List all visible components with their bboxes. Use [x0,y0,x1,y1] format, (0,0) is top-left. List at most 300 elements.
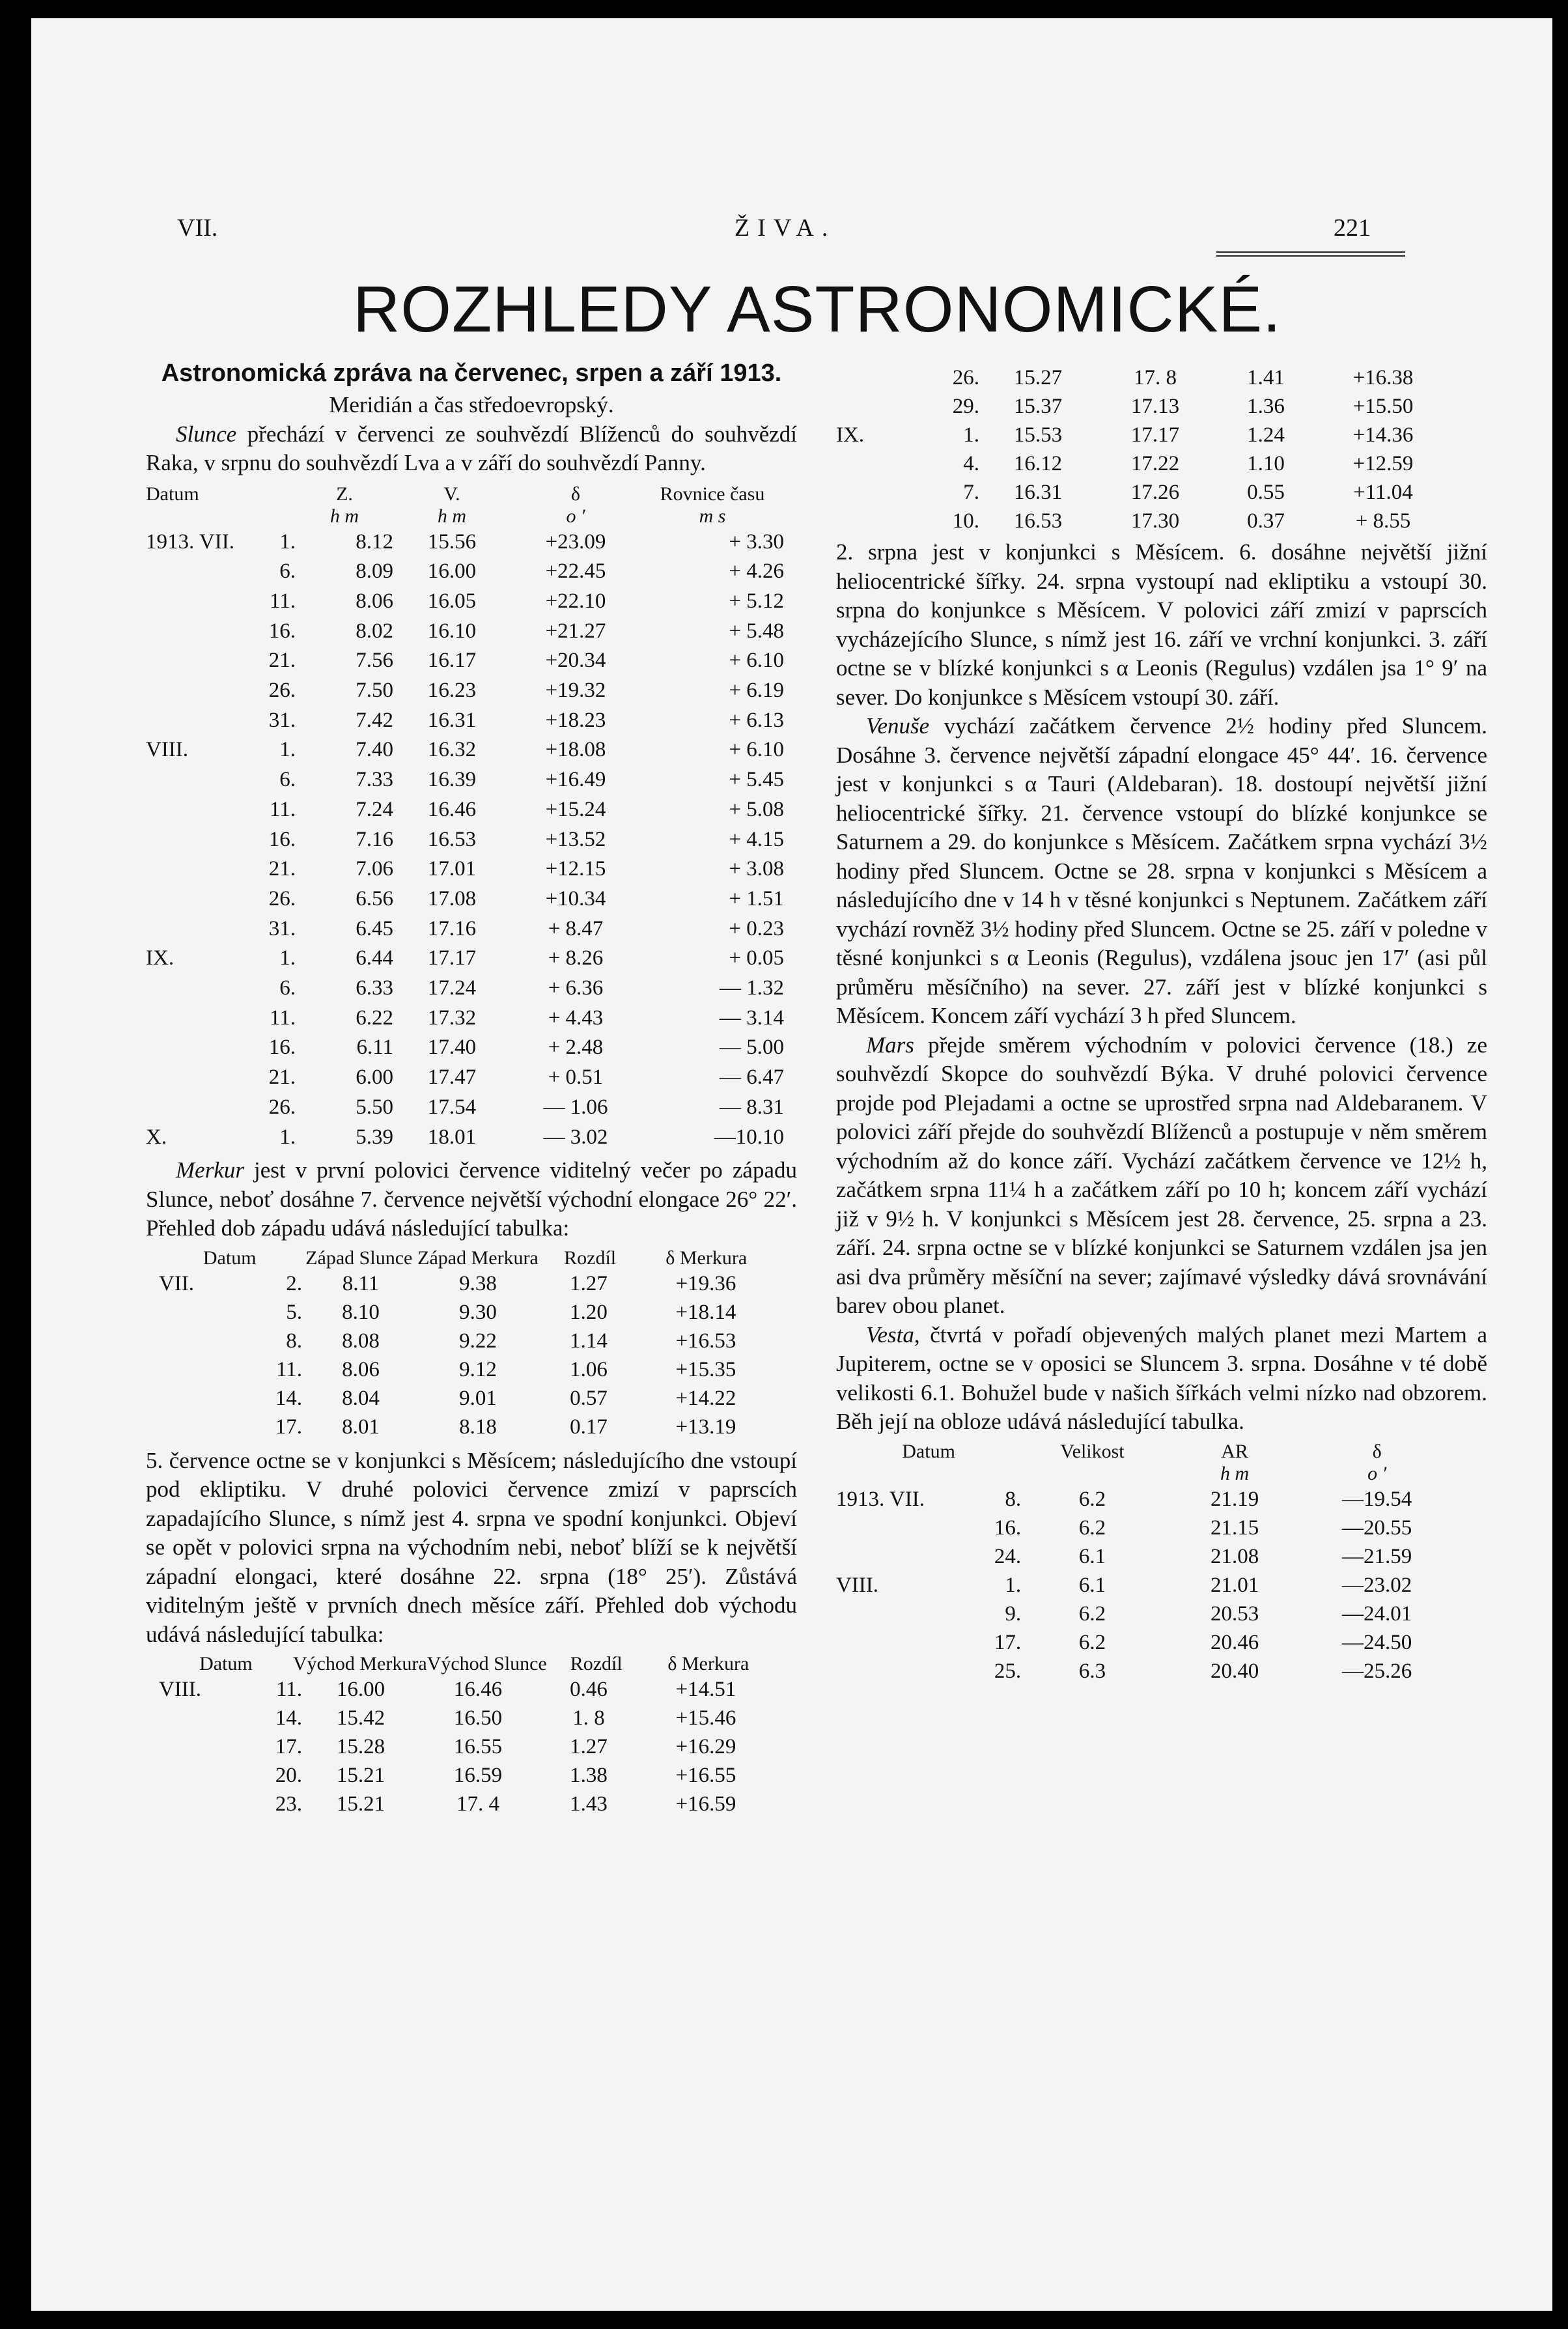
merkur-east-cell: 20. [275,1764,302,1788]
sun-table-row [146,646,784,676]
vesta-row [836,1600,1448,1628]
merkur-east-table-cont [836,363,1448,535]
sun-table-cell: 8.12 [356,529,393,554]
mw-col-4: δ Merkura [665,1247,748,1269]
merkur-east-cont-cell: 15.37 [1013,395,1063,418]
vesta-table [836,1485,1448,1686]
vesta-cell: —25.26 [1342,1659,1412,1683]
merkur-west-cell: 8.10 [342,1300,380,1324]
merkur-west-cell: +14.22 [675,1386,736,1410]
sun-table-cell [146,974,257,1004]
sun-unit-z: h m [329,505,359,527]
vesta-unit-delta: o ′ [1367,1462,1387,1484]
vesta-row [836,1628,1448,1657]
sun-table-cell: 6. [279,559,296,584]
merkur-east-cont-cell: 1.41 [1247,366,1285,389]
vesta-cell: 8. [1005,1487,1022,1511]
sun-table-cell: +16.49 [545,768,606,792]
merkur-east-cont-cell: 17. 8 [1134,366,1177,389]
me-col-1: Východ Merkura [292,1653,427,1675]
vesta-cell: —24.50 [1342,1630,1412,1654]
sun-table-cell: + 4.43 [548,1006,604,1030]
merkur-west-cell: +13.19 [675,1415,736,1439]
sun-table-cell: 6.45 [356,916,393,940]
merkur-east-cont-cell: 0.37 [1247,509,1285,533]
merkur-east-cell: 1. 8 [572,1706,605,1730]
sun-table-cell: + 0.51 [548,1066,604,1090]
merkur-west-cell: 1.20 [570,1300,608,1324]
vesta-cell: 6.2 [1078,1630,1106,1654]
meridian-note: Meridián a čas středoevropský. [329,392,614,417]
sun-table-cell: 1. [279,1125,296,1149]
sun-name: Slunce [176,421,237,447]
vesta-cell: —24.01 [1342,1602,1412,1626]
vesta-text: , čtvrtá v pořadí objevených malých planet mezi Martem a Jupiterem, octne se v oposici se Sluncem 3. srpna. Dosáhne v té době velikosti 6.1. Bohužel bude v našich šířkách velmi nízko nad obzorem. Běh její na obloze udává následující tabulka. [836,1321,1487,1434]
sun-table-cell [146,646,257,676]
sun-table-cell: + 5.08 [729,797,784,821]
merkur-west-cell: 9.30 [459,1300,497,1324]
merkur-east-cont-cell: + 8.55 [1355,509,1411,533]
vesta-table-header [836,1441,1448,1485]
sun-table-cell: — 3.02 [543,1125,608,1149]
merkur-west-cell: 5. [286,1300,302,1324]
sun-table-cell [146,587,257,617]
merkur-east-cell: 1.43 [570,1792,608,1816]
merkur-west-row [159,1384,771,1413]
merkur-east-cont-cell: +11.04 [1353,481,1413,504]
vesta-cell: —19.54 [1342,1487,1412,1511]
sun-table-cell: — 5.00 [720,1036,784,1060]
sun-table-cell: 21. [268,1066,296,1090]
merkur-west-cell [159,1413,250,1441]
vesta-cell: 17. [994,1630,1022,1654]
merkur-east-cell [159,1732,250,1761]
merkur-west-cell: 8.04 [342,1386,380,1410]
vesta-cell: 6.1 [1078,1544,1106,1568]
sun-table-cell: 17.08 [427,886,477,910]
vesta-col-vel: Velikost [1060,1440,1125,1462]
merkur-west-cell: 17. [275,1415,302,1439]
sun-table-row [146,557,784,587]
merkur-east-cell: 15.42 [336,1706,385,1730]
header-journal: ŽIVA. [735,214,836,242]
sun-table-cell: +10.34 [545,886,606,910]
sun-table-cell: 11. [269,589,296,613]
header-rule [1216,251,1405,253]
scanned-page [31,18,1552,2311]
sun-table-cell: + 6.19 [729,679,784,703]
merkur-west-cell: 9.22 [459,1329,497,1353]
vesta-cell: 20.40 [1210,1659,1259,1683]
merkur-east-cont-cell [836,507,927,535]
sun-table-cell: 7.42 [356,708,393,732]
merkur-east-cell: 1.27 [570,1735,608,1759]
merkur-east-row [159,1704,771,1732]
sun-table-cell: 17.54 [427,1095,477,1119]
merkur-west-cell: +19.36 [675,1271,736,1295]
sun-table-cell: 8.06 [356,589,393,613]
merkur-east-cont-cell: 15.27 [1013,366,1063,389]
sun-table-cell: + 4.26 [729,559,784,584]
merkur-east-cont-cell: 17.13 [1130,395,1180,418]
sun-table-cell: 18.01 [427,1125,477,1149]
sun-table-row [146,1033,784,1063]
sun-table-cell: +13.52 [545,827,606,851]
header-volume: VII. [177,214,218,242]
sun-intro-text: přechází v červenci ze souhvězdí Blíženců do souhvězdí Raka, v srpnu do souhvězdí Lva a v září do souhvězdí Panny. [146,421,797,475]
merkur-west-cell: 8.18 [459,1415,497,1439]
sun-table-cell [146,825,257,855]
sun-table-cell: 1. [279,529,296,554]
merkur-east-cont-cell: 10. [952,509,979,533]
sun-table-cell: 16.32 [427,738,477,762]
sun-table-cell: + 2.48 [548,1036,604,1060]
sun-table-cell [146,795,257,825]
header-page-number: 221 [1334,214,1371,242]
sun-table-cell [146,765,257,795]
merkur-east-cont-row [836,478,1448,507]
sun-table-cell: 17.17 [427,946,477,970]
sun-table-cell: 7.40 [356,738,393,762]
merkur-east-cell: 15.21 [336,1764,385,1788]
sun-table-header [146,483,784,528]
merkur-east-table [159,1675,771,1818]
vesta-cell [836,1542,979,1571]
me-col-4: δ Merkura [667,1653,749,1675]
sun-table-cell: + 5.12 [729,589,784,613]
sun-table-cell: + 0.23 [729,916,784,940]
sun-table-cell: 16.00 [427,559,477,584]
sun-table-cell: 17.32 [427,1006,477,1030]
merkur-east-cont-row [836,392,1448,421]
vesta-cell: 6.2 [1078,1516,1106,1540]
sun-table-cell: + 5.45 [729,768,784,792]
mw-col-2: Západ Merkura [417,1247,539,1269]
merkur-east-cont-row [836,449,1448,478]
sun-col-delta: δ [570,483,581,505]
sun-table-cell: +22.45 [545,559,606,584]
merkur-west-cell: 0.57 [570,1386,608,1410]
merkur-east-row [159,1790,771,1818]
merkur-east-cell: 16.55 [453,1735,503,1759]
sun-table-cell: 16.05 [427,589,477,613]
vesta-row [836,1571,1448,1600]
mars-name: Mars [866,1032,914,1058]
sun-table-cell [146,706,257,736]
sun-table-cell: — 3.14 [720,1006,784,1030]
sun-table-row [146,914,784,944]
merkur-west-cell: +16.53 [675,1329,736,1353]
sun-table-cell: 16.31 [427,708,477,732]
merkur-east-cell: +16.29 [675,1735,736,1759]
sun-table-cell: 6.11 [356,1036,393,1060]
vesta-cell: —23.02 [1342,1573,1412,1597]
merkur-east-cell: 17. [275,1735,302,1759]
vesta-col-delta: δ [1372,1440,1382,1462]
sun-table-cell [146,854,257,884]
merkur-west-cell: 14. [275,1386,302,1410]
sun-col-v: V. [443,483,460,505]
sun-table-row [146,944,784,974]
sun-table-cell: 5.39 [356,1125,393,1149]
merkur-west-cell: 1.14 [570,1329,608,1353]
sun-table-row [146,795,784,825]
vesta-row [836,1514,1448,1542]
merkur-east-cont-row [836,421,1448,449]
sun-unit-equation: m s [699,505,726,527]
merkur-west-header [159,1247,771,1269]
sun-table-cell: +20.34 [545,649,606,673]
sun-table-cell: 17.01 [427,857,477,881]
merkur-east-cont-cell: 1.36 [1247,395,1285,418]
mars-text: přejde směrem východním v polovici července (18.) ze souhvězdí Skopce do souhvězdí Býka. V druhé polovici července projde pod Plejadami a octne se uprostřed srpna nad Aldebaranem. V polovici září přejde do souhvězdí Blíženců a postupuje v něm směrem východním až do konce září. Vychází začátkem července ve 12½ h, začátkem srpna 11¼ h a začátkem září po 10 h; koncem září vychází již v 9½ h. V konjunkci s Měsícem jest 28. července, 25. srpna a 23. září. 24. srpna octne se v blízké konjunkci se Saturnem vzdálen jsa jen asi dva průměry měsíční na sever; zajímavé výsledky dává srovnávání barev obou planet. [836,1032,1488,1318]
sun-table-cell: + 1.51 [729,886,784,910]
vesta-cell: 9. [1005,1602,1022,1626]
sun-table-cell: 6.00 [356,1066,393,1090]
merkur-east-cell: +16.55 [675,1764,736,1788]
sun-table-cell: 21. [268,857,296,881]
sun-table-cell [146,676,257,706]
mw-col-0: Datum [203,1247,257,1269]
sun-unit-delta: o ′ [566,505,585,527]
vesta-cell: 21.08 [1210,1544,1259,1568]
merkur-east-cont-cell: 1.10 [1247,452,1285,475]
merkur-east-cell: 17. 4 [456,1792,499,1816]
merkur-east-cont-cell: 0.55 [1247,481,1285,504]
merkur-text-3: 2. srpna jest v konjunkci s Měsícem. 6. dosáhne největší jižní heliocentrické šířky. 24. srpna vystoupí nad ekliptiku a vstoupí 30. srpna do konjunkce s Měsícem. V polovici září zmizí v paprscích vycházejícího Slunce, s nímž jest 16. září ve vrchní konjunkci. 3. září octne se v blízké konjunkci s α Leonis (Regulus) vzdálen jsa 1° 9′ na sever. Do konjunkce s Měsícem vstoupí 30. září. [836,539,1487,710]
sun-table-cell: + 8.47 [548,916,604,940]
sun-table-cell: 6.56 [356,886,393,910]
sun-table-cell: 15.56 [427,529,477,554]
left-column [146,358,797,1818]
merkur-west-row [159,1298,771,1327]
merkur-east-cont-cell [836,478,927,507]
merkur-west-cell [159,1355,250,1384]
venuse-name: Venuše [866,713,930,739]
sun-table-row [146,1123,784,1153]
merkur-east-cell: 15.21 [336,1792,385,1816]
venuse-paragraph [836,712,1487,1031]
sun-table-row [146,706,784,736]
sun-unit-v: h m [437,505,467,527]
merkur-west-cell: 9.38 [459,1271,497,1295]
sun-table-row [146,1093,784,1123]
sun-table-row [146,884,784,914]
header-rule-2 [1216,255,1405,257]
merkur-east-row [159,1732,771,1761]
merkur-name: Merkur [176,1157,244,1183]
sun-table-cell: +22.10 [545,589,606,613]
merkur-east-cell: +14.51 [675,1678,736,1702]
merkur-east-cell [159,1761,250,1790]
merkur-west-cell: 8.11 [342,1271,380,1295]
sun-col-equation: Rovnice času [660,483,765,505]
merkur-intro-text: jest v první polovici července viditelný večer po západu Slunce, neboť dosáhne 7. července největší východní elongace 26° 22′. Přehled dob západu udává následující tabulka: [146,1157,797,1241]
vesta-cell [836,1514,979,1542]
me-col-0: Datum [199,1653,253,1675]
sun-table-cell: 16. [268,827,296,851]
merkur-east-cont-cell: 1. [963,423,979,447]
sun-table-cell: 17.47 [427,1066,477,1090]
merkur-east-cont-cell: 4. [963,452,979,475]
sun-table-cell: 16.46 [427,797,477,821]
merkur-east-cell: 0.46 [570,1678,608,1702]
merkur-west-cell: 8.08 [342,1329,380,1353]
merkur-east-cont-cell: +16.38 [1352,366,1414,389]
sun-table-cell: 16.23 [427,679,477,703]
me-col-2: Východ Slunce [427,1653,547,1675]
merkur-east-cell: 1.38 [570,1764,608,1788]
sun-table-cell: + 6.10 [729,649,784,673]
sun-table-cell: 7.16 [356,827,393,851]
merkur-east-cont-cell: 17.17 [1130,423,1180,447]
sun-table-cell: 17.16 [427,916,477,940]
sun-table-cell: +18.23 [545,708,606,732]
merkur-west-cell: 8.06 [342,1357,380,1381]
merkur-west-cell [159,1384,250,1413]
sun-table-cell: 16.10 [427,619,477,643]
merkur-east-cell [159,1704,250,1732]
me-col-3: Rozdíl [570,1653,623,1675]
vesta-cell: 20.53 [1210,1602,1259,1626]
merkur-west-row [159,1355,771,1384]
vesta-cell: 6.3 [1078,1659,1106,1683]
merkur-east-cont-cell: IX. [836,423,865,447]
merkur-east-row [159,1761,771,1790]
sun-table-cell: 6.44 [356,946,393,970]
sun-table-cell: 17.24 [427,976,477,1000]
sun-table-cell: 21. [268,649,296,673]
merkur-east-cell: +16.59 [675,1792,736,1816]
sun-table-cell: —10.10 [714,1125,784,1149]
merkur-east-cell: 16.59 [453,1764,503,1788]
merkur-east-cont-cell [836,363,927,392]
vesta-cell [836,1628,979,1657]
sun-table-cell [146,1033,257,1063]
merkur-text-2: 5. července octne se v konjunkci s Měsícem; následujícího dne vstoupí pod ekliptiku. V druhé polovici července zmizí v paprscích zapadajícího Slunce, s nímž jest 4. srpna ve spodní konjunkci. Objeví se opět v polovici srpna na východním nebi, neboť blíží se k největší západní elongaci, které dosáhne 22. srpna (18° 25′). Zůstává viditelným ještě v prvních dnech měsíce září. Přehled dob východu udává následující tabulka: [146,1447,797,1647]
sun-table-row [146,854,784,884]
vesta-cell: 1913. VII. [836,1487,925,1511]
merkur-east-cont-cell: +12.59 [1352,452,1414,475]
merkur-east-cont-row [836,507,1448,535]
sun-table-row [146,974,784,1004]
sun-table-cell [146,617,257,647]
sun-table-row [146,1004,784,1034]
sun-table-cell: 16.17 [427,649,477,673]
sun-table-cell: + 3.08 [729,857,784,881]
sun-table-cell: 6.22 [356,1006,393,1030]
sun-table-row [146,528,784,558]
sun-table-cell: 31. [268,916,296,940]
vesta-col-datum: Datum [902,1440,955,1462]
merkur-east-cell: +15.46 [675,1706,736,1730]
merkur-east-cont-row [836,363,1448,392]
vesta-cell: 21.01 [1210,1573,1259,1597]
sun-table-cell: IX. [146,946,175,970]
merkur-east-cell: 16.50 [453,1706,503,1730]
vesta-col-ar: AR [1221,1440,1248,1462]
vesta-cell: —21.59 [1342,1544,1412,1568]
merkur-east-cont-cell: 16.53 [1013,509,1063,533]
sun-table-cell [146,914,257,944]
merkur-east-cont-cell: 17.22 [1130,452,1180,475]
venuse-text: vychází začátkem července 2½ hodiny před Sluncem. Dosáhne 3. července největší západní elongace 45° 44′. 16. července jest v konjunkci s α Tauri (Aldebaran). 18. dostoupí největší jižní heliocentrické šířky. 21. července vstoupí do blízké konjunkce se Saturnem a 29. do konjunkce s Měsícem. Začátkem srpna vychází 3½ hodiny před Sluncem. Octne se 28. srpna v konjunkci s Měsícem a následujícího dne v 14 h v těsné konjunkci s Neptunem. Začátkem září vychází rovněž 3½ hodiny před Sluncem. Octne se 25. září v poledne v těsné konjunkci s α Leonis (Regulus), vzdálena jsouc jen 17′ (asi půl průměru měsíčního) na sever. 27. září jest v blízké konjunkci s Měsícem. Koncem září vychází 3 h před Sluncem. [836,713,1487,1028]
sun-table-cell: + 0.05 [729,946,784,970]
mars-paragraph [836,1031,1487,1321]
merkur-west-row [159,1327,771,1355]
sun-table-cell: 26. [268,1095,296,1119]
merkur-east-cell: 16.46 [453,1678,503,1702]
merkur-west-cell: +15.35 [675,1357,736,1381]
vesta-cell: 21.15 [1210,1516,1259,1540]
sun-table-row [146,1063,784,1093]
sun-table-cell [146,557,257,587]
sun-table-cell: 11. [269,1006,296,1030]
mw-col-3: Rozdíl [564,1247,617,1269]
merkur-west-cell: 0.17 [570,1415,608,1439]
sun-table-cell: 11. [269,797,296,821]
merkur-east-cont-cell: +14.36 [1352,423,1414,447]
sun-table-cell: 5.50 [356,1095,393,1119]
sun-table-cell: 8.09 [356,559,393,584]
sun-table-cell: +15.24 [545,797,606,821]
vesta-cell: 6.2 [1078,1602,1106,1626]
sun-table-cell: + 6.13 [729,708,784,732]
vesta-row [836,1657,1448,1686]
merkur-west-cell: 9.01 [459,1386,497,1410]
merkur-west-cell: VII. [159,1271,195,1295]
merkur-west-cell: 1.06 [570,1357,608,1381]
merkur-east-cont-cell: 17.26 [1130,481,1180,504]
sun-table-cell: — 1.32 [720,976,784,1000]
sun-table-cell: + 3.30 [729,529,784,554]
sun-table-cell: X. [146,1125,167,1149]
sun-table-cell: 7.56 [356,649,393,673]
vesta-cell [836,1657,979,1686]
sun-table-cell: 7.50 [356,679,393,703]
sun-table-cell: 16. [268,1036,296,1060]
merkur-east-cell: 16.00 [336,1678,385,1702]
merkur-west-row [159,1269,771,1298]
vesta-cell: 21.19 [1210,1487,1259,1511]
vesta-paragraph [836,1321,1487,1437]
merkur-east-cont-cell: 7. [963,481,979,504]
merkur-east-cont-cell: 1.24 [1247,423,1285,447]
merkur-east-cell: 14. [275,1706,302,1730]
sun-table-cell: 7.24 [356,797,393,821]
right-column [836,363,1487,1686]
merkur-east-cont-cell [836,392,927,421]
merkur-west-cell: 9.12 [459,1357,497,1381]
merkur-west-cell: 1.27 [570,1271,608,1295]
sun-table-cell: 26. [268,679,296,703]
page-title: ROZHLEDY ASTRONOMICKÉ. [353,273,1281,346]
vesta-row [836,1542,1448,1571]
sun-table-cell: +12.15 [545,857,606,881]
vesta-cell: 16. [994,1516,1022,1540]
merkur-east-cont-cell: 17.30 [1130,509,1180,533]
sun-table-cell: + 4.15 [729,827,784,851]
sun-table-cell: 1. [279,738,296,762]
merkur-west-cell [159,1298,250,1327]
sun-col-datum: Datum [146,483,199,505]
sun-table-cell: 1913. VII. [146,529,234,554]
merkur-west-cell: 2. [286,1271,302,1295]
merkur-east-cont-cell [836,449,927,478]
sun-table-cell: +23.09 [545,529,606,554]
vesta-cell: VIII. [836,1573,879,1597]
sun-table-cell: 6. [279,976,296,1000]
